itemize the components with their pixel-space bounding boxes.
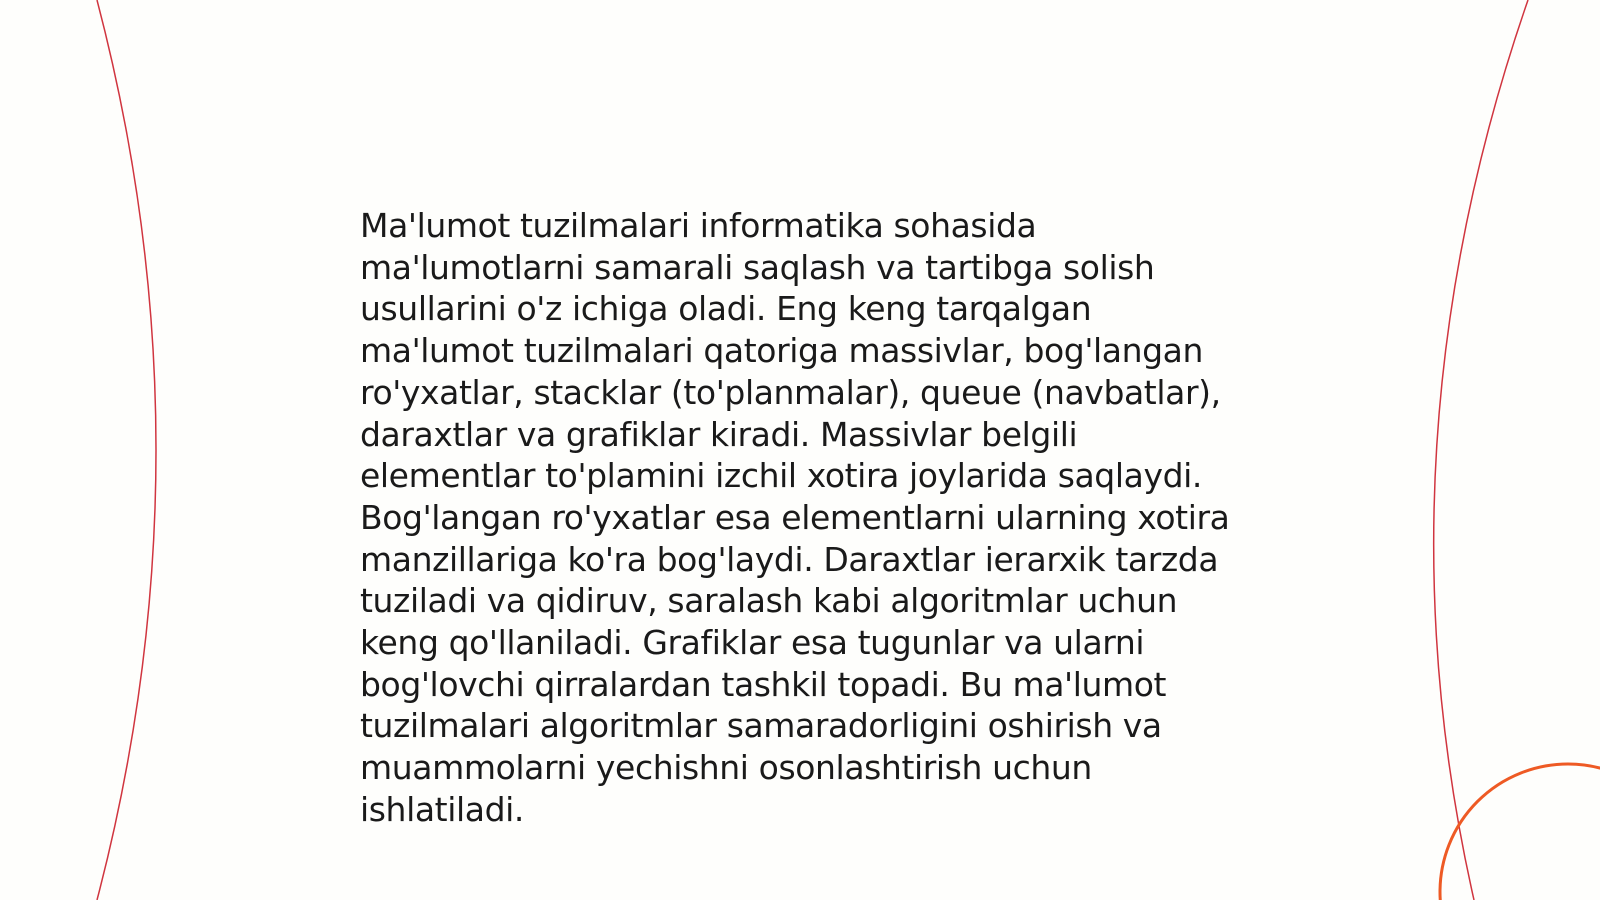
accent-circle bbox=[1440, 764, 1600, 900]
slide-paragraph: Ma'lumot tuzilmalari informatika sohasida ma'lumotlarni samarali saqlash va tartibga solish usullarini o'z ichiga oladi. Eng keng tarqalgan ma'lumot tuzilmalari qatoriga massivlar, bog'langan ro'yxatlar, stacklar (to'planmalar), queue (navbatlar), daraxtlar va grafiklar kiradi. Massivlar belgili elementlar to'plamini izchil xotira joylarida saqlaydi. Bog'langan ro'yxatlar esa elementlarni ularning xotira manzillariga ko'ra bog'laydi. Daraxtlar ierarxik tarzda tuziladi va qidiruv, saralash kabi algoritmlar uchun keng qo'llaniladi. Grafiklar esa tugunlar va ularni bog'lovchi qirralardan tashkil topadi. Bu ma'lumot tuzilmalari algoritmlar samaradorligini oshirish va muammolarni yechishni osonlashtirish uchun ishlatiladi. bbox=[360, 206, 1230, 829]
right-arc bbox=[1434, 0, 1528, 900]
left-arc bbox=[97, 0, 156, 900]
